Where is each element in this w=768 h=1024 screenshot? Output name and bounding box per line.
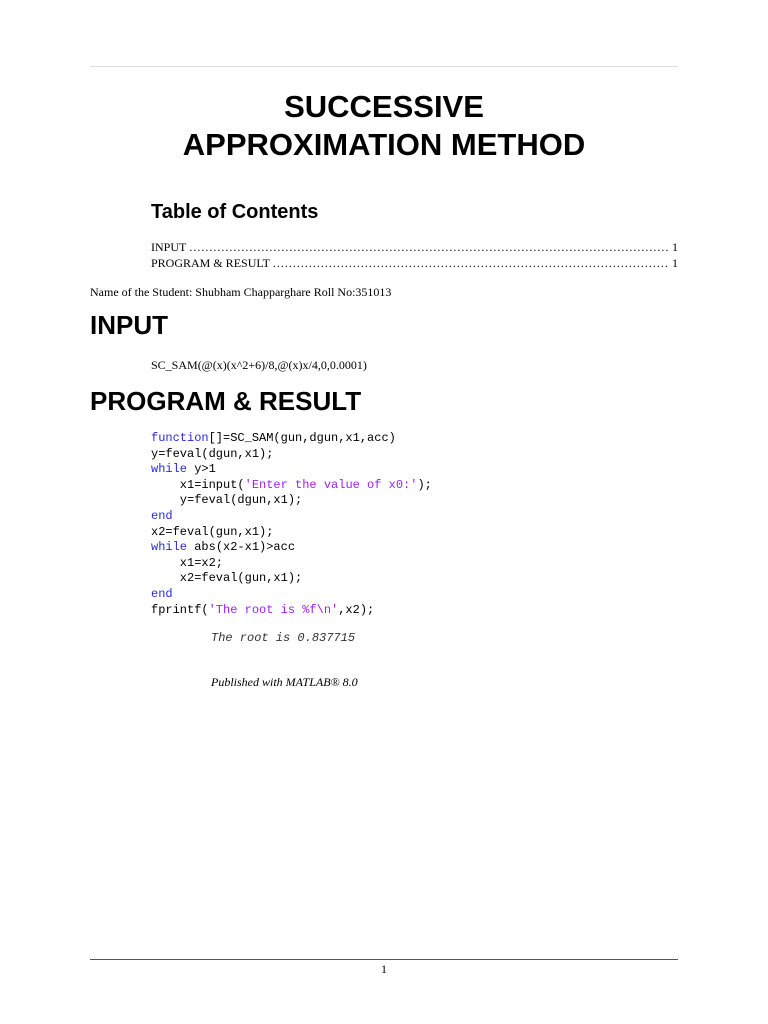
toc-entry-label: PROGRAM & RESULT xyxy=(151,256,270,270)
code-text: x1=input( xyxy=(151,477,245,492)
code-line: x2=feval(gun,x1); xyxy=(151,524,274,539)
code-keyword: end xyxy=(151,586,173,601)
toc-heading: Table of Contents xyxy=(151,201,319,223)
code-text: y>1 xyxy=(187,462,216,477)
code-keyword: function xyxy=(151,431,209,445)
code-line: y=feval(dgun,x1); xyxy=(151,493,303,508)
top-rule xyxy=(90,66,678,67)
page-number: 1 xyxy=(381,962,387,976)
toc-entry-page: 1 xyxy=(672,256,678,270)
section-heading-input: INPUT xyxy=(90,310,168,340)
toc-entry-input[interactable] xyxy=(151,240,678,256)
toc-entry-page: 1 xyxy=(672,240,678,254)
published-note: Published with MATLAB® 8.0 xyxy=(211,675,358,689)
code-text: ,x2); xyxy=(338,602,375,617)
toc-leader-dots xyxy=(273,256,669,271)
code-text: []=SC_SAM(gun,dgun,x1,acc) xyxy=(208,431,396,445)
toc-leader-dots xyxy=(189,240,669,255)
toc-entry-program-result[interactable] xyxy=(151,256,678,272)
code-text: fprintf( xyxy=(151,602,209,617)
code-block xyxy=(151,431,432,618)
title-line-2: APPROXIMATION METHOD xyxy=(182,127,586,162)
input-call: SC_SAM(@(x)(x^2+6)/8,@(x)x/4,0,0.0001) xyxy=(151,358,367,372)
table-of-contents xyxy=(151,240,678,272)
section-heading-program-result: PROGRAM & RESULT xyxy=(90,386,362,416)
code-text: ); xyxy=(417,477,432,492)
code-string: 'The root is %f\n' xyxy=(208,602,339,617)
code-keyword: end xyxy=(151,508,173,523)
code-line: x1=x2; xyxy=(151,555,224,570)
code-line: y=feval(dgun,x1); xyxy=(151,446,274,461)
toc-entry-label: INPUT xyxy=(151,240,187,254)
code-keyword: while xyxy=(151,462,188,477)
code-text: abs(x2-x1)>acc xyxy=(187,540,296,555)
student-info: Name of the Student: Shubham Chapparghare Roll No:351013 xyxy=(90,285,392,299)
code-keyword: while xyxy=(151,540,188,555)
code-string: 'Enter the value of x0:' xyxy=(244,477,418,492)
code-line: x2=feval(gun,x1); xyxy=(151,571,303,586)
title-line-1: SUCCESSIVE xyxy=(284,89,484,124)
program-output: The root is 0.837715 xyxy=(211,631,356,645)
document-title xyxy=(0,88,768,164)
footer-rule xyxy=(90,959,678,960)
